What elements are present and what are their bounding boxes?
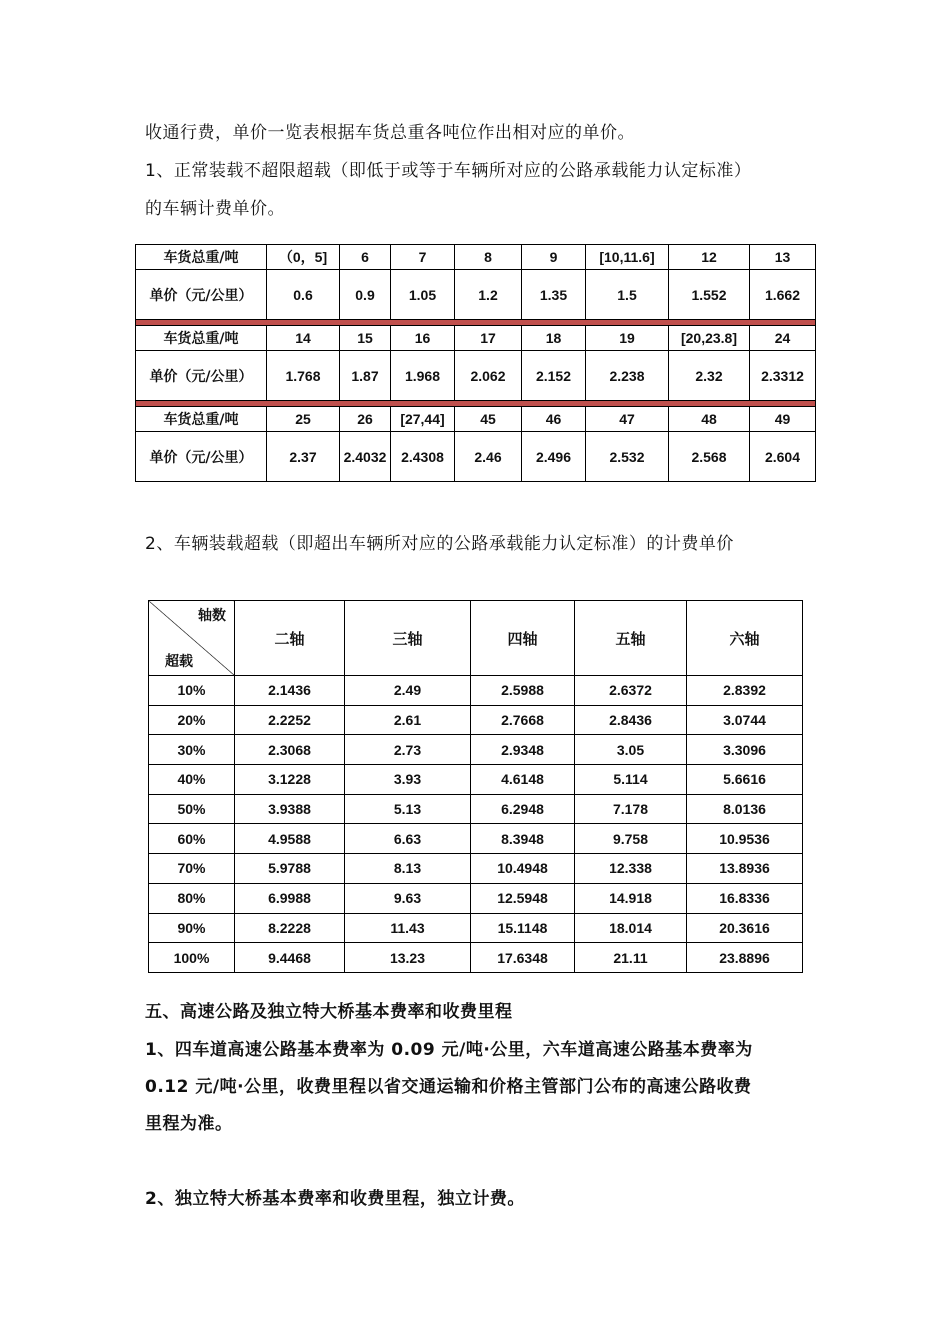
weight-cell: 9 <box>522 245 586 270</box>
price-cell: 13.23 <box>345 943 471 973</box>
price-cell: 10.9536 <box>687 824 803 854</box>
price-cell: 2.604 <box>750 432 816 482</box>
price-cell: 2.1436 <box>235 676 345 706</box>
table-row <box>149 676 803 706</box>
price-cell: 20.3616 <box>687 913 803 943</box>
price-cell: 2.4032 <box>340 432 391 482</box>
axle-count-label: 轴数 <box>198 608 226 624</box>
weight-cell: 46 <box>522 407 586 432</box>
weight-cell: 19 <box>586 326 669 351</box>
price-cell: 0.9 <box>340 270 391 320</box>
price-cell: 8.0136 <box>687 794 803 824</box>
price-cell: 1.552 <box>669 270 750 320</box>
price-cell: 0.6 <box>267 270 340 320</box>
price-cell: 2.6372 <box>575 676 687 706</box>
table-row <box>149 765 803 795</box>
table-row <box>149 705 803 735</box>
weight-cell: 45 <box>455 407 522 432</box>
table-row <box>149 854 803 884</box>
price-label: 单价（元/公里） <box>136 432 267 482</box>
price-cell: 1.768 <box>267 351 340 401</box>
price-label: 单价（元/公里） <box>136 270 267 320</box>
price-cell: 3.9388 <box>235 794 345 824</box>
overload-label: 超载 <box>165 654 193 670</box>
weight-cell: 18 <box>522 326 586 351</box>
price-cell: 3.1228 <box>235 765 345 795</box>
item1-text-line1: 1、正常装载不超限超载（即低于或等于车辆所对应的公路承载能力认定标准） <box>145 161 752 181</box>
price-cell: 16.8336 <box>687 883 803 913</box>
price-cell: 1.2 <box>455 270 522 320</box>
weight-cell: 48 <box>669 407 750 432</box>
table-row <box>149 794 803 824</box>
item1-text-line2: 的车辆计费单价。 <box>145 199 285 219</box>
overload-percent-cell: 40% <box>149 765 235 795</box>
price-cell: 2.37 <box>267 432 340 482</box>
table-row <box>149 824 803 854</box>
price-row <box>136 432 816 482</box>
price-cell: 6.63 <box>345 824 471 854</box>
price-cell: 1.662 <box>750 270 816 320</box>
weight-row <box>136 326 816 351</box>
price-cell: 9.63 <box>345 883 471 913</box>
price-cell: 5.6616 <box>687 765 803 795</box>
price-cell: 5.114 <box>575 765 687 795</box>
overload-price-table <box>148 600 803 973</box>
weight-label: 车货总重/吨 <box>136 326 267 351</box>
section5-p1-line2: 0.12 元/吨·公里，收费里程以省交通运输和价格主管部门公布的高速公路收费 <box>145 1077 752 1097</box>
section5-p2: 2、独立特大桥基本费率和收费里程，独立计费。 <box>145 1189 525 1209</box>
item2-text: 2、车辆装载超载（即超出车辆所对应的公路承载能力认定标准）的计费单价 <box>145 534 734 554</box>
overload-percent-cell: 100% <box>149 943 235 973</box>
price-cell: 12.5948 <box>471 883 575 913</box>
price-cell: 4.6148 <box>471 765 575 795</box>
weight-row <box>136 245 816 270</box>
axle-header-cell: 五轴 <box>575 601 687 676</box>
price-cell: 2.5988 <box>471 676 575 706</box>
axle-header-cell: 四轴 <box>471 601 575 676</box>
weight-cell: 7 <box>391 245 455 270</box>
price-cell: 9.4468 <box>235 943 345 973</box>
axle-header-cell: 三轴 <box>345 601 471 676</box>
weight-cell: 16 <box>391 326 455 351</box>
overload-percent-cell: 10% <box>149 676 235 706</box>
price-cell: 4.9588 <box>235 824 345 854</box>
section5-p1-line3: 里程为准。 <box>145 1114 233 1134</box>
weight-cell: 24 <box>750 326 816 351</box>
price-cell: 2.8392 <box>687 676 803 706</box>
price-cell: 1.35 <box>522 270 586 320</box>
intro-line: 收通行费，单价一览表根据车货总重各吨位作出相对应的单价。 <box>145 123 635 143</box>
price-cell: 5.13 <box>345 794 471 824</box>
overload-percent-cell: 50% <box>149 794 235 824</box>
price-cell: 2.7668 <box>471 705 575 735</box>
price-cell: 14.918 <box>575 883 687 913</box>
weight-cell: （0，5] <box>267 245 340 270</box>
table-row <box>149 943 803 973</box>
price-cell: 18.014 <box>575 913 687 943</box>
price-cell: 2.062 <box>455 351 522 401</box>
section5-heading: 五、高速公路及独立特大桥基本费率和收费里程 <box>145 1002 513 1022</box>
weight-cell: 49 <box>750 407 816 432</box>
price-cell: 10.4948 <box>471 854 575 884</box>
price-cell: 13.8936 <box>687 854 803 884</box>
price-cell: 8.2228 <box>235 913 345 943</box>
price-cell: 6.9988 <box>235 883 345 913</box>
price-cell: 3.93 <box>345 765 471 795</box>
weight-cell: 47 <box>586 407 669 432</box>
weight-cell: 25 <box>267 407 340 432</box>
price-cell: 2.8436 <box>575 705 687 735</box>
normal-load-price-table <box>135 244 816 482</box>
price-cell: 1.968 <box>391 351 455 401</box>
diagonal-header-cell <box>149 601 235 676</box>
price-cell: 2.3068 <box>235 735 345 765</box>
weight-cell: [10,11.6] <box>586 245 669 270</box>
overload-percent-cell: 30% <box>149 735 235 765</box>
axle-header-cell: 六轴 <box>687 601 803 676</box>
axle-header-cell: 二轴 <box>235 601 345 676</box>
price-cell: 21.11 <box>575 943 687 973</box>
price-cell: 2.3312 <box>750 351 816 401</box>
weight-cell: 6 <box>340 245 391 270</box>
price-row <box>136 351 816 401</box>
price-cell: 2.532 <box>586 432 669 482</box>
overload-percent-cell: 80% <box>149 883 235 913</box>
weight-label: 车货总重/吨 <box>136 245 267 270</box>
price-cell: 9.758 <box>575 824 687 854</box>
price-cell: 2.568 <box>669 432 750 482</box>
weight-cell: 17 <box>455 326 522 351</box>
price-cell: 17.6348 <box>471 943 575 973</box>
axle-header-row <box>149 601 803 676</box>
price-cell: 2.73 <box>345 735 471 765</box>
table-row <box>149 913 803 943</box>
price-cell: 3.3096 <box>687 735 803 765</box>
section5-p1-line1: 1、四车道高速公路基本费率为 0.09 元/吨·公里，六车道高速公路基本费率为 <box>145 1040 753 1060</box>
weight-cell: 26 <box>340 407 391 432</box>
price-cell: 15.1148 <box>471 913 575 943</box>
price-cell: 6.2948 <box>471 794 575 824</box>
price-cell: 8.13 <box>345 854 471 884</box>
weight-row <box>136 407 816 432</box>
price-cell: 1.5 <box>586 270 669 320</box>
price-cell: 2.152 <box>522 351 586 401</box>
weight-label: 车货总重/吨 <box>136 407 267 432</box>
price-row <box>136 270 816 320</box>
price-cell: 8.3948 <box>471 824 575 854</box>
price-cell: 2.496 <box>522 432 586 482</box>
weight-cell: 8 <box>455 245 522 270</box>
price-cell: 23.8896 <box>687 943 803 973</box>
price-cell: 2.2252 <box>235 705 345 735</box>
price-cell: 2.61 <box>345 705 471 735</box>
weight-cell: 12 <box>669 245 750 270</box>
overload-percent-cell: 20% <box>149 705 235 735</box>
table-row <box>149 735 803 765</box>
weight-cell: [20,23.8] <box>669 326 750 351</box>
price-cell: 1.05 <box>391 270 455 320</box>
weight-cell: 15 <box>340 326 391 351</box>
weight-cell: 14 <box>267 326 340 351</box>
price-cell: 2.32 <box>669 351 750 401</box>
weight-cell: 13 <box>750 245 816 270</box>
overload-percent-cell: 70% <box>149 854 235 884</box>
price-cell: 2.238 <box>586 351 669 401</box>
price-cell: 2.49 <box>345 676 471 706</box>
price-cell: 3.0744 <box>687 705 803 735</box>
table-row <box>149 883 803 913</box>
price-cell: 1.87 <box>340 351 391 401</box>
weight-cell: [27,44] <box>391 407 455 432</box>
price-label: 单价（元/公里） <box>136 351 267 401</box>
price-cell: 5.9788 <box>235 854 345 884</box>
price-cell: 2.9348 <box>471 735 575 765</box>
price-cell: 2.46 <box>455 432 522 482</box>
price-cell: 3.05 <box>575 735 687 765</box>
overload-percent-cell: 60% <box>149 824 235 854</box>
price-cell: 7.178 <box>575 794 687 824</box>
overload-percent-cell: 90% <box>149 913 235 943</box>
price-cell: 12.338 <box>575 854 687 884</box>
price-cell: 11.43 <box>345 913 471 943</box>
price-cell: 2.4308 <box>391 432 455 482</box>
